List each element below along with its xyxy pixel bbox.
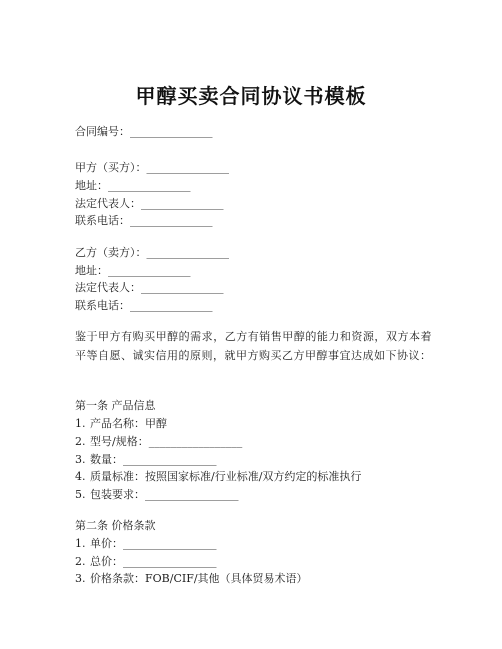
item-number: 5. [75, 488, 86, 501]
party-b-heading: 乙方（卖方）：_______________ [75, 246, 229, 259]
document-title: 甲醇买卖合同协议书模板 [135, 84, 367, 108]
article-2-item [75, 571, 308, 586]
item-number: 1. [75, 417, 86, 430]
item-text: 质量标准：按照国家标准/行业标准/双方约定的标准执行 [90, 470, 362, 483]
item-text: 单价：_________________ [90, 537, 217, 550]
party-b-phone: 联系电话：_______________ [75, 299, 213, 312]
item-text: 包装要求：_________________ [90, 488, 239, 501]
article-1-item [75, 469, 361, 484]
article-2-item [75, 536, 217, 551]
item-text: 价格条款：FOB/CIF/其他（具体贸易术语） [90, 572, 308, 585]
item-text: 总价：_________________ [90, 555, 217, 568]
item-number: 2. [75, 435, 86, 448]
item-number: 4. [75, 470, 86, 483]
party-a-address: 地址：_______________ [75, 179, 191, 192]
party-b-address: 地址：_______________ [75, 264, 191, 277]
party-b-legal-rep: 法定代表人：_______________ [75, 281, 224, 294]
article-1-heading: 第一条 产品信息 [75, 399, 156, 412]
item-text: 型号/规格：_________________ [90, 435, 243, 448]
article-2-heading: 第二条 价格条款 [75, 519, 156, 532]
article-2-item [75, 554, 217, 569]
item-text: 数量：_________________ [90, 453, 217, 466]
item-text: 产品名称：甲醇 [90, 417, 167, 430]
item-number: 2. [75, 555, 86, 568]
party-a-legal-rep: 法定代表人：_______________ [75, 197, 224, 210]
article-1-item [75, 416, 167, 431]
item-number: 1. [75, 537, 86, 550]
party-a-phone: 联系电话：_______________ [75, 214, 213, 227]
preamble-paragraph: 鉴于甲方有购买甲醇的需求，乙方有销售甲醇的能力和资源，双方本着平等自愿、诚实信用的原则，就甲方购买乙方甲醇事宜达成如下协议： [75, 330, 432, 362]
article-1-item [75, 452, 217, 467]
party-a-heading: 甲方（买方）：_______________ [75, 161, 229, 174]
contract-number-line: 合同编号：_______________ [75, 125, 213, 138]
article-1-item [75, 434, 242, 449]
article-1-item [75, 487, 239, 502]
item-number: 3. [75, 453, 86, 466]
item-number: 3. [75, 572, 86, 585]
